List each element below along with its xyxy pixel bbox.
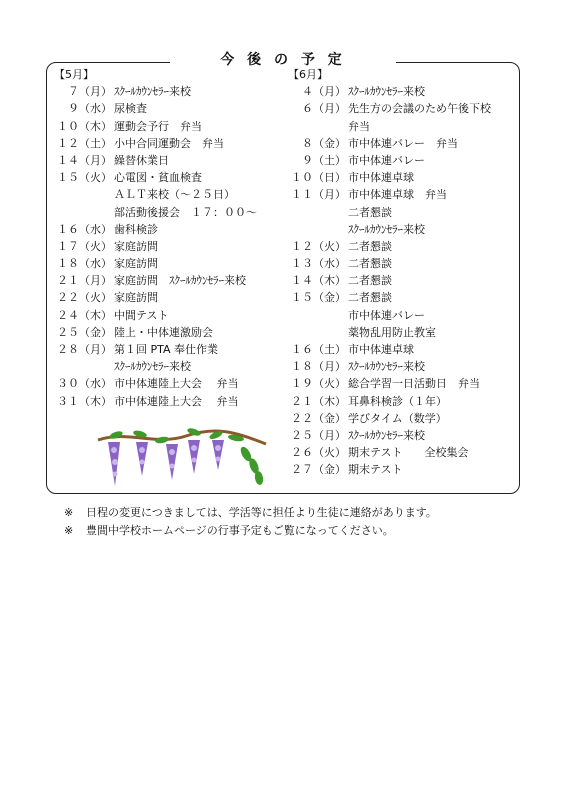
row-event: 家庭訪問 ｽｸｰﾙｶｳﾝｾﾗｰ来校	[114, 274, 246, 288]
schedule-row	[54, 341, 286, 358]
row-event: ｽｸｰﾙｶｳﾝｾﾗｰ来校	[348, 360, 425, 374]
schedule-row	[54, 375, 286, 392]
june-rows	[288, 83, 516, 478]
row-event: 二者懇談	[348, 274, 392, 288]
schedule-row	[54, 238, 286, 255]
row-date: １２（火）	[291, 239, 346, 253]
row-event: 家庭訪問	[114, 239, 158, 253]
schedule-title: 今 後 の 予 定	[170, 48, 396, 72]
row-date: １９（火）	[291, 377, 346, 391]
schedule-row	[54, 289, 286, 306]
row-date: ７（月）	[68, 85, 112, 99]
schedule-row	[288, 375, 516, 392]
row-date: ２２（火）	[57, 291, 112, 305]
note-item	[64, 522, 437, 540]
schedule-row	[54, 135, 286, 152]
row-date: ２８（月）	[57, 343, 112, 356]
schedule-row	[288, 289, 516, 306]
schedule-row	[288, 135, 516, 152]
schedule-row	[288, 100, 516, 117]
schedule-row	[288, 341, 516, 358]
row-date: １６（土）	[291, 343, 346, 356]
june-column	[288, 66, 516, 479]
row-date: １０（木）	[57, 119, 112, 133]
row-event: ｽｸｰﾙｶｳﾝｾﾗｰ来校	[114, 85, 191, 99]
note-mark: ※	[64, 524, 74, 537]
schedule-row	[288, 221, 516, 238]
row-event: ｽｸｰﾙｶｳﾝｾﾗｰ来校	[348, 222, 425, 236]
row-date: １４（月）	[57, 153, 112, 167]
row-event: 市中体連陸上大会 弁当	[114, 377, 239, 391]
row-event: 二者懇談	[348, 205, 392, 219]
row-event: ｽｸｰﾙｶｳﾝｾﾗｰ来校	[114, 360, 191, 374]
row-event: 繰替休業日	[114, 153, 169, 167]
row-event: ｽｸｰﾙｶｳﾝｾﾗｰ来校	[348, 428, 425, 442]
note-text: 日程の変更につきましては、学活等に担任より生徒に連絡があります。	[86, 506, 437, 519]
row-event: ｽｸｰﾙｶｳﾝｾﾗｰ来校	[348, 85, 425, 99]
row-event: ＡＬＴ来校（～２５日）	[114, 188, 235, 202]
row-date: ２７（金）	[291, 463, 346, 477]
row-date: ９（水）	[68, 102, 112, 116]
june-header: 【6月】	[288, 68, 328, 81]
row-event: 尿検査	[114, 102, 147, 116]
row-event: 陸上・中体連激励会	[114, 325, 213, 339]
row-date: １８（水）	[57, 257, 112, 271]
schedule-row	[288, 410, 516, 427]
row-event: 運動会予行 弁当	[114, 119, 202, 133]
row-date: ８（金）	[302, 136, 346, 150]
row-date: １４（木）	[291, 274, 346, 288]
may-header: 【5月】	[54, 68, 94, 81]
row-event: 市中体連卓球	[348, 343, 414, 356]
row-event: 心電図・貧血検査	[114, 171, 202, 185]
row-date: ４（月）	[302, 85, 346, 99]
schedule-row	[54, 272, 286, 289]
row-event: 歯科検診	[114, 222, 158, 236]
row-event: 部活動後援会 １７：００～	[114, 205, 257, 219]
row-event: 市中体連バレー	[348, 308, 425, 322]
schedule-row	[288, 118, 516, 135]
row-date: ２１（月）	[57, 274, 112, 288]
schedule-row	[54, 324, 286, 341]
row-date: ２５（金）	[57, 325, 112, 339]
may-column	[54, 66, 286, 410]
row-event: 第１回 PTA 奉仕作業	[114, 343, 219, 356]
row-date: ２５（月）	[291, 428, 346, 442]
row-event: 小中合同運動会 弁当	[114, 136, 224, 150]
row-date: １５（金）	[291, 291, 346, 305]
schedule-row	[288, 444, 516, 461]
row-date: ９（土）	[302, 153, 346, 167]
row-event: 市中体連卓球 弁当	[348, 188, 447, 202]
row-date: ２１（木）	[291, 394, 346, 408]
note-mark: ※	[64, 506, 74, 519]
schedule-row	[288, 204, 516, 221]
row-date: １１（月）	[291, 188, 346, 202]
row-event: 市中体連卓球	[348, 171, 414, 185]
schedule-row	[288, 238, 516, 255]
row-date: ２６（火）	[291, 446, 346, 460]
schedule-row	[54, 169, 286, 186]
may-rows	[54, 83, 286, 410]
row-event: 弁当	[348, 119, 370, 133]
schedule-row	[54, 118, 286, 135]
row-date: １５（火）	[57, 171, 112, 185]
schedule-row	[288, 393, 516, 410]
schedule-row	[54, 186, 286, 203]
schedule-row	[288, 358, 516, 375]
row-event: 総合学習一日活動日 弁当	[348, 377, 480, 391]
row-date: ３１（木）	[57, 394, 112, 408]
row-event: 市中体連バレー	[348, 153, 425, 167]
schedule-row	[54, 307, 286, 324]
schedule-row	[54, 393, 286, 410]
schedule-row	[288, 324, 516, 341]
schedule-row	[288, 307, 516, 324]
note-item	[64, 504, 437, 522]
row-event: 期末テスト 全校集会	[348, 446, 469, 460]
schedule-row	[54, 152, 286, 169]
schedule-row	[288, 152, 516, 169]
row-event: 家庭訪問	[114, 257, 158, 271]
schedule-row	[288, 186, 516, 203]
row-date: １３（水）	[291, 257, 346, 271]
row-date: ３０（水）	[57, 377, 112, 391]
schedule-row	[54, 358, 286, 375]
row-event: 学びタイム（数学）	[348, 411, 447, 425]
wisteria-illustration	[96, 426, 268, 490]
row-event: 市中体連バレー 弁当	[348, 136, 458, 150]
row-event: 先生方の会議のため午後下校	[348, 102, 491, 116]
row-date: １０（日）	[291, 171, 346, 185]
schedule-row	[54, 83, 286, 100]
row-date: １７（火）	[57, 239, 112, 253]
row-event: 薬物乱用防止教室	[348, 325, 436, 339]
row-event: 家庭訪問	[114, 291, 158, 305]
row-event: 二者懇談	[348, 291, 392, 305]
row-event: 二者懇談	[348, 257, 392, 271]
schedule-row	[288, 272, 516, 289]
schedule-row	[54, 255, 286, 272]
row-event: 耳鼻科検診（１年）	[348, 394, 447, 408]
row-date: １６（水）	[57, 222, 112, 236]
row-date: ２４（木）	[57, 308, 112, 322]
row-date: １２（土）	[57, 136, 112, 150]
row-event: 中間テスト	[114, 308, 169, 322]
row-date: ６（月）	[302, 102, 346, 116]
schedule-row	[54, 204, 286, 221]
notes	[64, 504, 437, 540]
row-event: 市中体連陸上大会 弁当	[114, 394, 239, 408]
schedule-row	[288, 255, 516, 272]
schedule-row	[288, 83, 516, 100]
row-date: １８（月）	[291, 360, 346, 374]
row-event: 二者懇談	[348, 239, 392, 253]
row-event: 期末テスト	[348, 463, 403, 477]
schedule-row	[288, 461, 516, 478]
row-date: ２２（金）	[291, 411, 346, 425]
schedule-row	[288, 169, 516, 186]
schedule-row	[288, 427, 516, 444]
schedule-row	[54, 100, 286, 117]
schedule-row	[54, 221, 286, 238]
note-text: 豊間中学校ホームページの行事予定もご覧になってください。	[86, 524, 394, 537]
